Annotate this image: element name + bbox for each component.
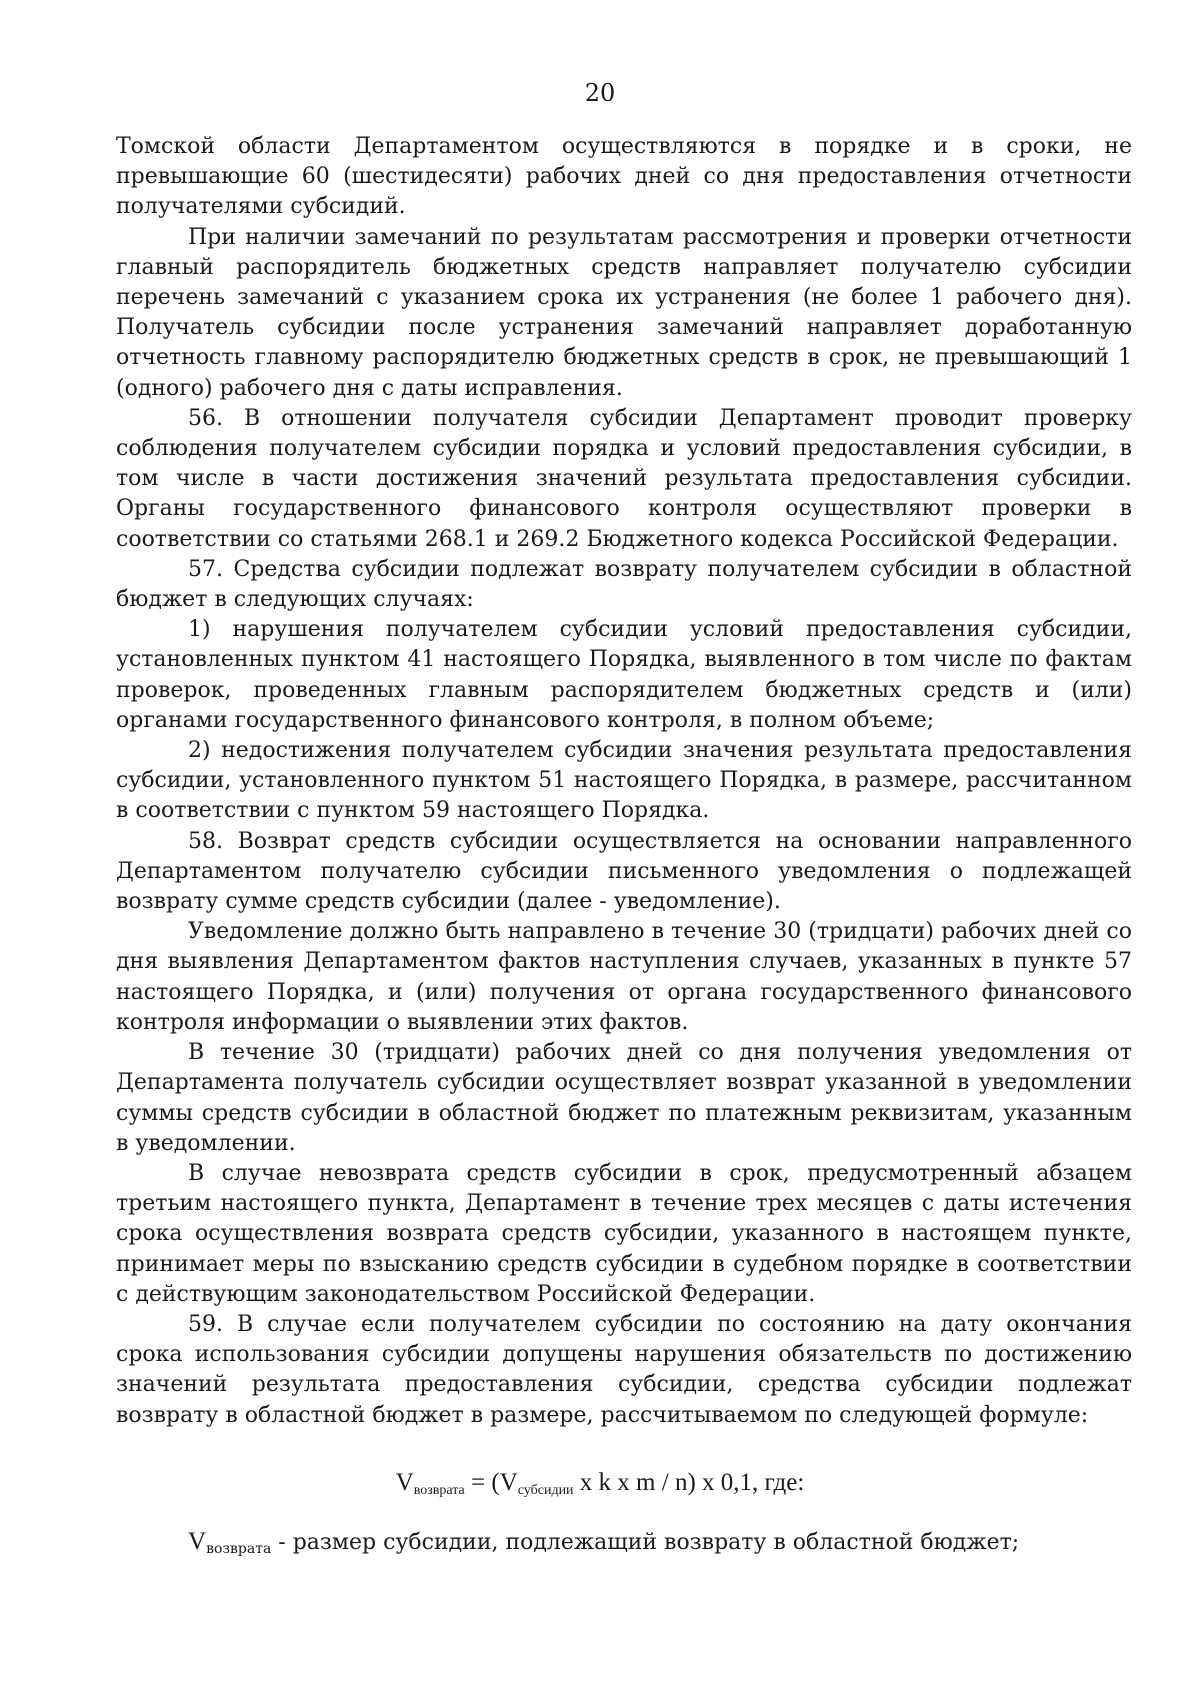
formula-middle: = (V [464,1469,518,1496]
formula-symbol: V [395,1469,414,1496]
paragraph-57-item-1: 1) нарушения получателем субсидии условий предоставления субсидии, установленных пунктом 41 настоящего Порядка, выявленного в том числе по фактам проверок, проведенных главным распорядителем бюджетных средств и (или) органами государственного финансового контроля, в полном объеме; [116,617,1132,733]
paragraph-56: 56. В отношении получателя субсидии Департамент проводит проверку соблюдения получателем субсидии порядка и условий предоставления субсидии, в том числе в части достижения значений результата предоставления субсидии. Органы государственного финансового контроля осуществляют проверки в соответствии со статьями 268.1 и 269.2 Бюджетного кодекса Российской Федерации. [116,405,1132,552]
paragraph-58-recovery: В случае невозврата средств субсидии в срок, предусмотренный абзацем третьим настоящего пункта, Департамент в течение трех месяцев с даты истечения срока осуществления возврата средств субсидии, указанного в настоящем пункте, принимает меры по взысканию средств субсидии в судебном порядке в соответствии с действующим законодательством Российской Федерации. [116,1160,1132,1307]
paragraph-continuation: Томской области Департаментом осуществляются в порядке и в сроки, не превышающие 60 (шестидесяти) рабочих дней со дня предоставления отчетности получателями субсидий. [116,134,1132,220]
paragraph-57-item-2: 2) недостижения получателем субсидии значения результата предоставления субсидии, установленного пунктом 51 настоящего Порядка, в размере, рассчитанном в соответствии с пунктом 59 настоящего Порядка. [116,738,1132,824]
paragraph-58-notice: Уведомление должно быть направлено в течение 30 (тридцати) рабочих дней со дня выявления Департаментом фактов наступления случаев, указанных в пункте 57 настоящего Порядка, и (или) получения от органа государственного финансового контроля информации о выявлении этих фактов. [116,919,1132,1035]
paragraph-59: 59. В случае если получателем субсидии по состоянию на дату окончания срока использования субсидии допущены нарушения обязательств по достижению значений результата предоставления субсидии, средства субсидии подлежат возврату в областной бюджет в размере, рассчитываемом по следующей формуле: [116,1311,1132,1428]
definition-subscript: возврата [206,1541,272,1557]
formula-definition [188,1526,1132,1565]
definition-text: - размер субсидии, подлежащий возврату в областной бюджет; [271,1530,1020,1555]
formula-subscript-return: возврата [413,1483,465,1498]
formula-subscript-subsidy: субсидии [517,1483,574,1498]
paragraph-remarks: При наличии замечаний по результатам рассмотрения и проверки отчетности главный распорядитель бюджетных средств направляет получателю субсидии перечень замечаний с указанием срока их устранения (не более 1 рабочего дня). Получатель субсидии после устранения замечаний направляет доработанную отчетность главному распорядителю бюджетных средств в срок, не превышающий 1 (одного) рабочего дня с даты исправления. [116,224,1132,401]
paragraph-57: 57. Средства субсидии подлежат возврату получателем субсидии в областной бюджет в следующих случаях: [116,556,1132,613]
return-formula [0,1467,1200,1507]
body-text [116,132,1132,1431]
page-number: 20 [584,79,616,107]
paragraph-58-return: В течение 30 (тридцати) рабочих дней со дня получения уведомления от Департамента получатель субсидии осуществляет возврат указанной в уведомлении суммы средств субсидии в областной бюджет по платежным реквизитам, указанным в уведомлении. [116,1040,1132,1156]
formula-tail: x k x m / n) x 0,1, где: [573,1469,805,1496]
paragraph-58: 58. Возврат средств субсидии осуществляется на основании направленного Департаментом получателю субсидии письменного уведомления о подлежащей возврату сумме средств субсидии (далее - уведомление). [116,828,1132,915]
definition-symbol: V [188,1528,207,1555]
